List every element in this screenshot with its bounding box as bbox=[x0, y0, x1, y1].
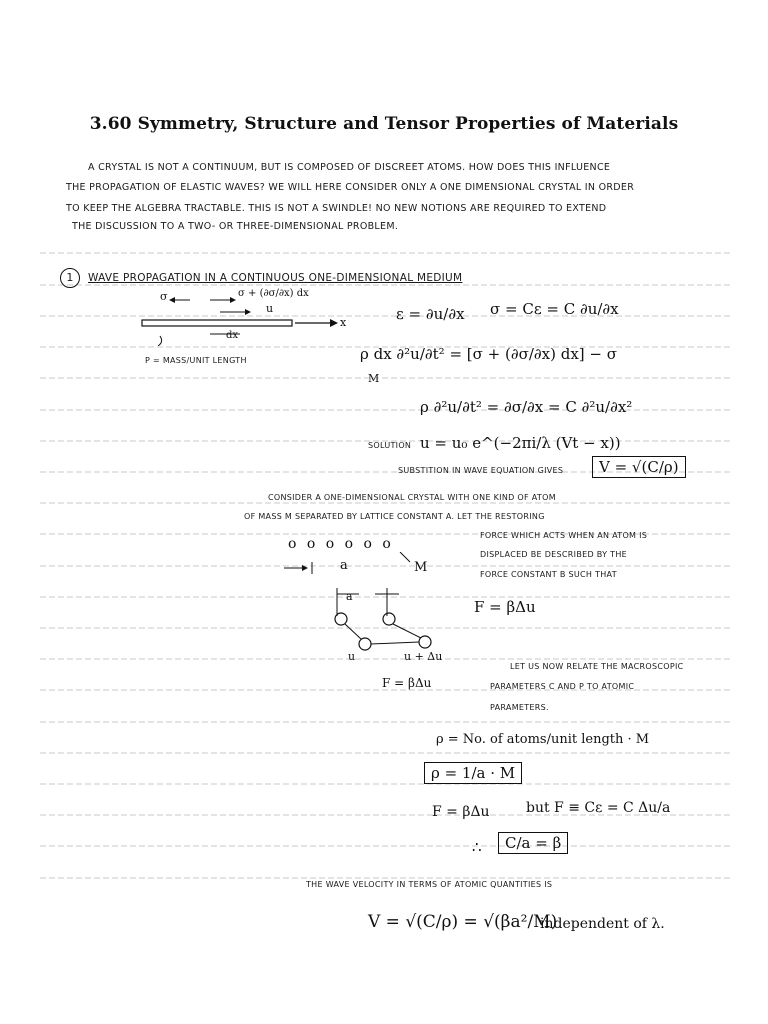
intro-line-1: A CRYSTAL IS NOT A CONTINUUM, BUT IS COMPOSED OF DISCREET ATOMS. HOW DOES THIS INFLUENCE bbox=[88, 162, 611, 173]
stress-equation: σ = Cε = C ∂u/∂x bbox=[490, 300, 619, 318]
therefore-symbol: ∴ bbox=[472, 838, 482, 856]
section-number: 1 bbox=[60, 268, 80, 288]
relate-line-1: LET US NOW RELATE THE MACROSCOPIC bbox=[510, 662, 684, 671]
rho-atoms-equation: ρ = No. of atoms/unit length · M bbox=[436, 732, 650, 747]
section-heading bbox=[60, 268, 462, 288]
relate-line-3: PARAMETERS. bbox=[490, 703, 549, 712]
force-stress-equation: but F ≡ Cε = C Δu/a bbox=[526, 800, 671, 816]
discrete-intro-3: FORCE WHICH ACTS WHEN AN ATOM IS bbox=[480, 531, 648, 540]
newton-equation: ρ dx ∂²u/∂t² = [σ + (∂σ/∂x) dx] − σ bbox=[360, 345, 617, 363]
page-title: 3.60 Symmetry, Structure and Tensor Properties of Materials bbox=[89, 114, 679, 134]
mass-label: M bbox=[368, 372, 380, 385]
force-equation: F = βΔu bbox=[474, 598, 536, 616]
solution-equation: u = u₀ e^(−2πi/λ (Vt − x)) bbox=[420, 434, 621, 452]
wave-equation: ρ ∂²u/∂t² = ∂σ/∂x = C ∂²u/∂x² bbox=[420, 398, 633, 416]
discrete-intro-4: DISPLACED BE DESCRIBED BY THE bbox=[480, 550, 628, 559]
strain-equation: ε = ∂u/∂x bbox=[396, 305, 465, 323]
independent-text: independent of λ. bbox=[540, 916, 665, 932]
atom-chain: o o o o o o bbox=[288, 536, 394, 552]
intro-line-3: TO KEEP THE ALGEBRA TRACTABLE. THIS IS NOT A SWINDLE! NO NEW NOTIONS ARE REQUIRED TO EXTEND bbox=[66, 203, 607, 214]
u-label: u bbox=[266, 302, 274, 315]
intro-line-2: THE PROPAGATION OF ELASTIC WAVES? WE WILL HERE CONSIDER ONLY A ONE DIMENSIONAL CRYSTAL IN ORDER bbox=[66, 182, 635, 193]
spring-force-label: F = βΔu bbox=[382, 676, 432, 690]
velocity-text: THE WAVE VELOCITY IN TERMS OF ATOMIC QUANTITIES IS bbox=[306, 880, 553, 889]
force-beta-equation: F = βΔu bbox=[432, 804, 490, 820]
atom-chain-arrows bbox=[280, 552, 430, 582]
rho-definition: Ρ = MASS/UNIT LENGTH bbox=[145, 356, 247, 365]
lattice-a-label: a bbox=[340, 558, 348, 573]
intro-line-4: THE DISCUSSION TO A TWO- OR THREE-DIMENSIONAL PROBLEM. bbox=[72, 221, 399, 232]
x-axis-label: x bbox=[340, 316, 347, 329]
c-over-a-equation: C/a = β bbox=[498, 832, 568, 854]
velocity-result: V = √(C/ρ) bbox=[592, 456, 686, 478]
sigma-label: σ bbox=[160, 290, 168, 303]
solution-label: SOLUTION bbox=[368, 441, 412, 450]
relate-line-2: PARAMETERS C AND Ρ TO ATOMIC bbox=[490, 682, 635, 691]
dx-label: dx bbox=[226, 330, 239, 341]
discrete-intro-1: CONSIDER A ONE-DIMENSIONAL CRYSTAL WITH ONE KIND OF ATOM bbox=[268, 493, 556, 502]
mass-m-label: M bbox=[414, 560, 428, 575]
velocity-final-equation: V = √(C/ρ) = √(βa²/M) bbox=[368, 912, 558, 932]
discrete-intro-2: OF MASS M SEPARATED BY LATTICE CONSTANT A. LET THE RESTORING bbox=[244, 512, 545, 521]
rho-boxed-equation: ρ = 1/a · M bbox=[424, 762, 522, 784]
discrete-intro-5: FORCE CONSTANT Β SUCH THAT bbox=[480, 570, 617, 579]
sigma-plus-label: σ + (∂σ/∂x) dx bbox=[238, 288, 309, 299]
section-heading-text: WAVE PROPAGATION IN A CONTINUOUS ONE-DIMENSIONAL MEDIUM bbox=[88, 272, 463, 284]
spring-a-label: a bbox=[346, 590, 353, 603]
substitution-text: SUBSTITION IN WAVE EQUATION GIVES bbox=[398, 466, 564, 475]
spring-u-plus-label: u + Δu bbox=[404, 650, 443, 663]
spring-u-label: u bbox=[348, 650, 356, 663]
